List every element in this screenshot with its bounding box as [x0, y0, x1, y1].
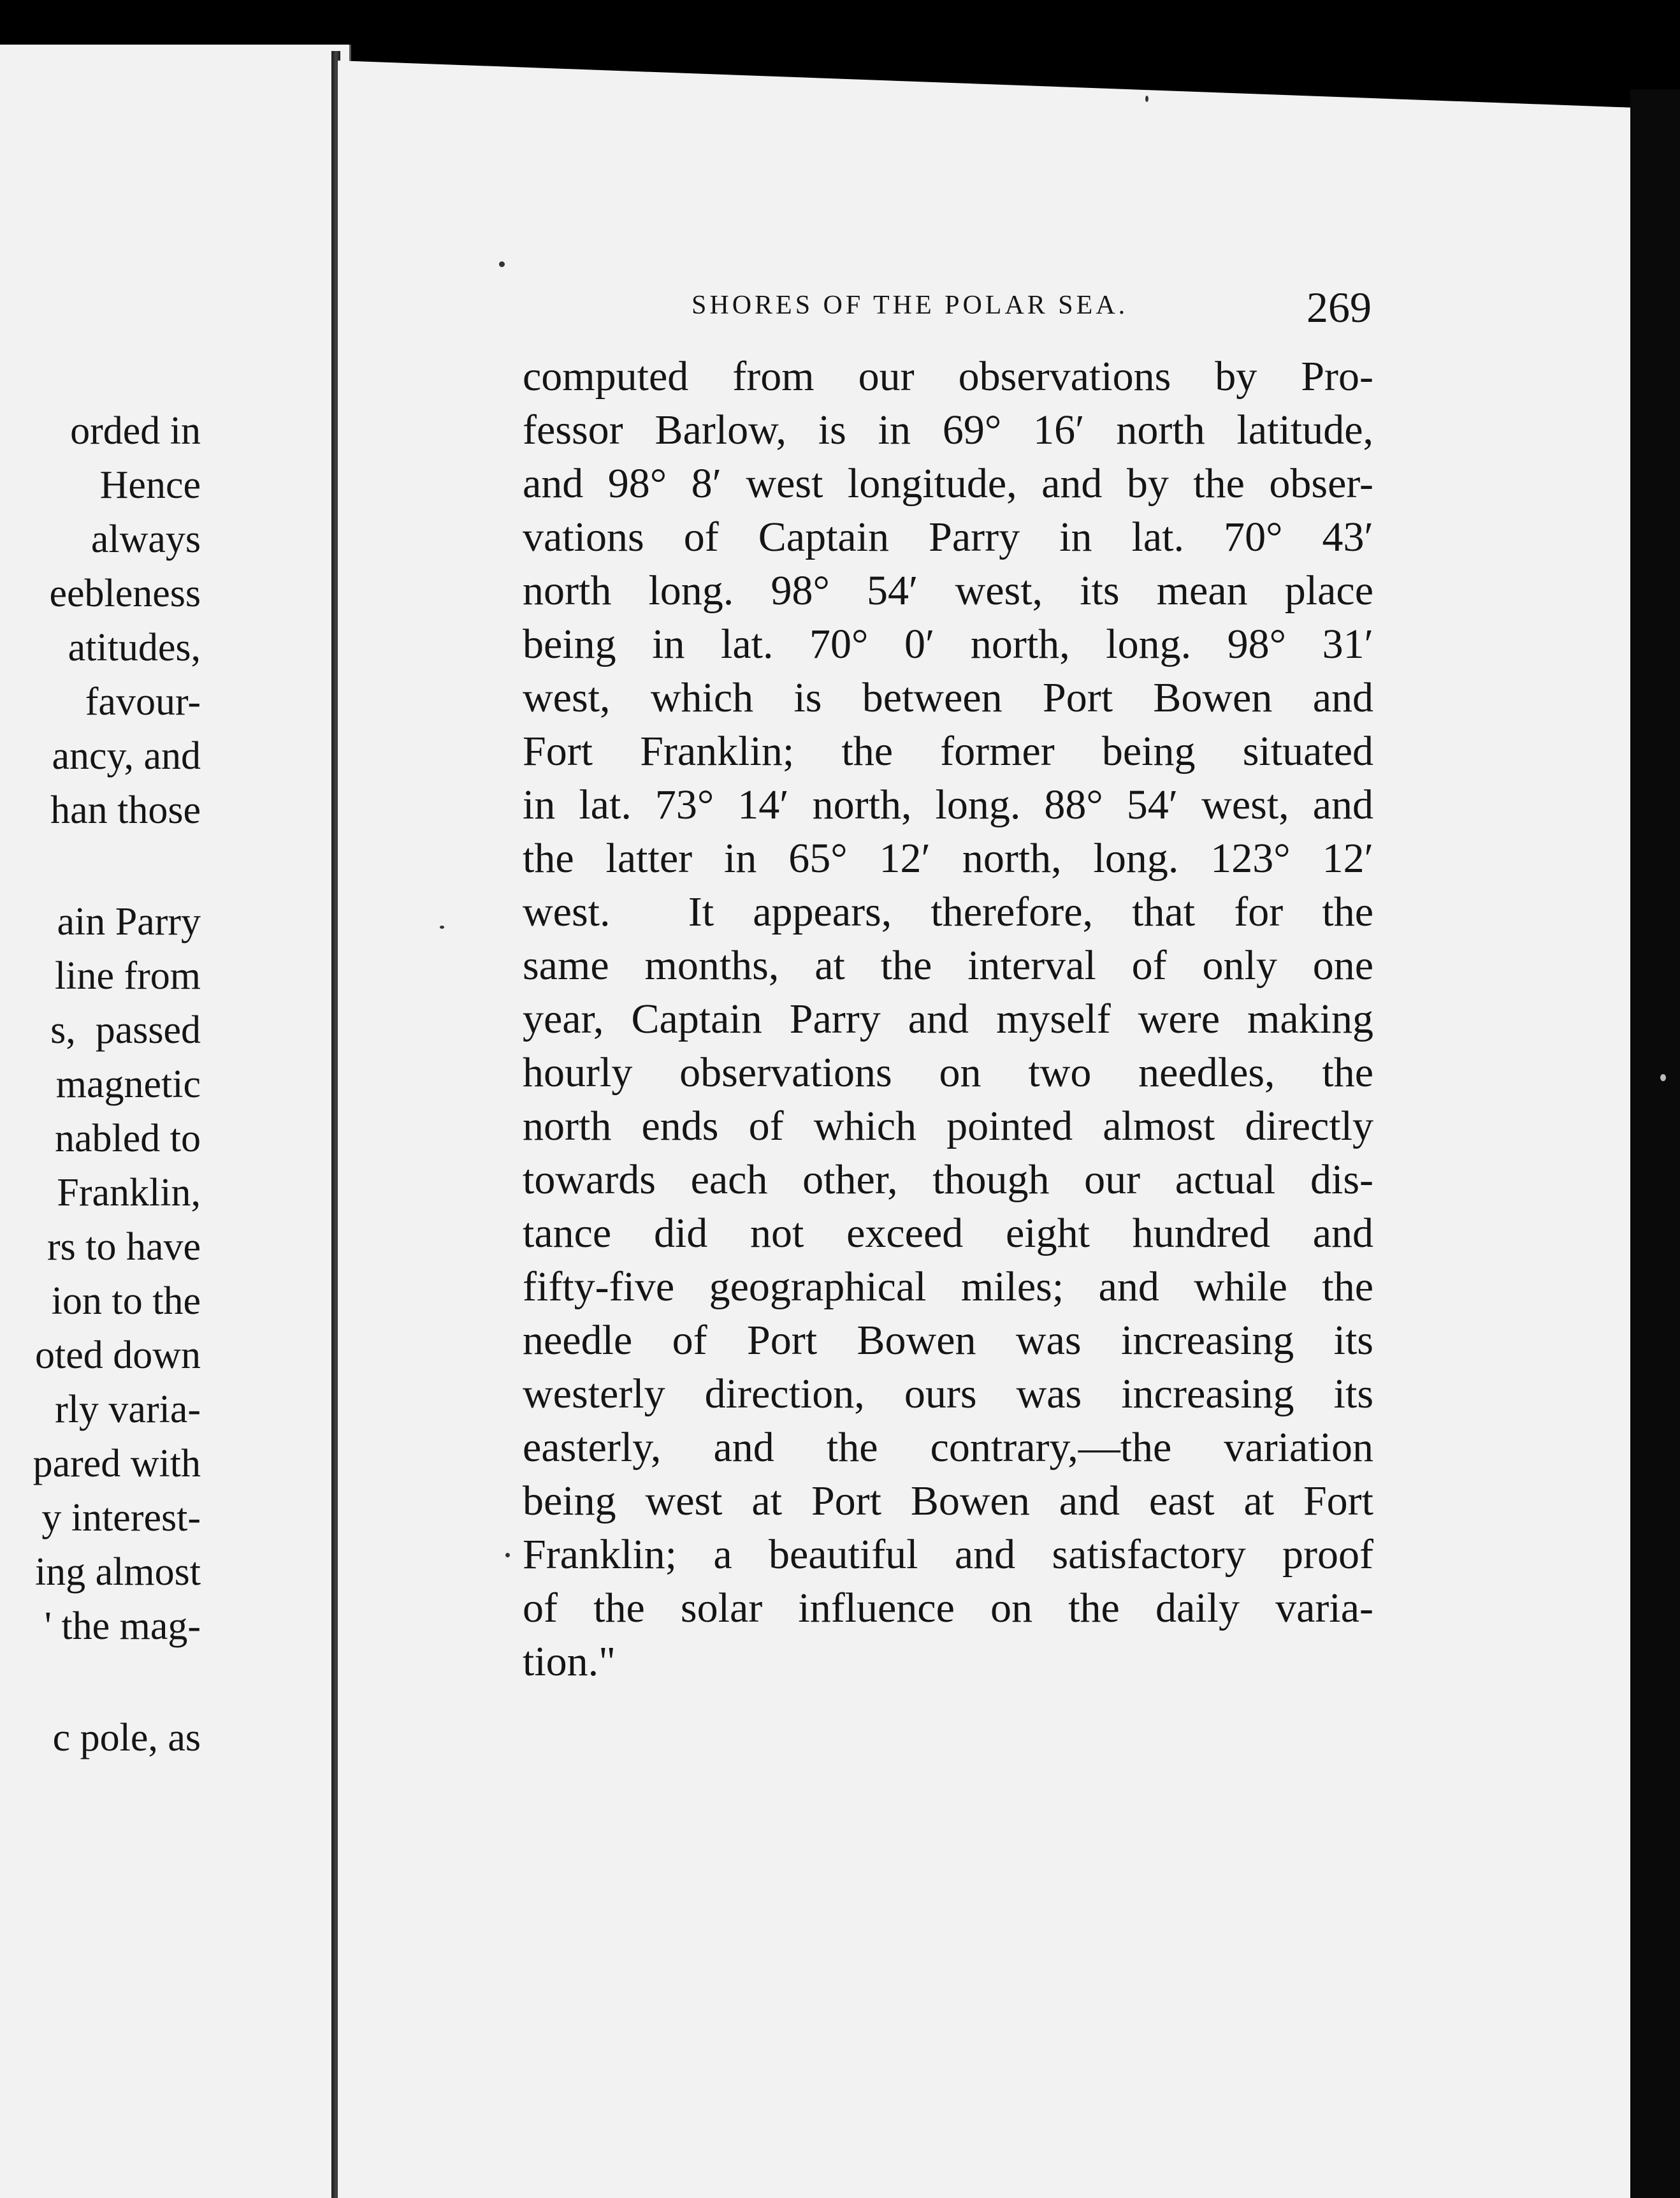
body-line: towards each other, though our actual dis- — [523, 1156, 1373, 1203]
left-line: ain Parry — [57, 900, 201, 943]
body-line: same months, at the interval of only one — [523, 942, 1373, 989]
body-line: being in lat. 70° 0′ north, long. 98° 31′ — [523, 621, 1373, 667]
left-line: atitudes, — [68, 626, 201, 669]
right-page-text — [523, 0, 1373, 2198]
body-line: west. It appears, therefore, that for the — [523, 889, 1373, 935]
body-line: the latter in 65° 12′ north, long. 123° 12′ — [523, 835, 1373, 882]
left-line: rs to have — [47, 1225, 201, 1269]
left-line: s, passed — [50, 1008, 201, 1052]
dust-speck — [1660, 1074, 1666, 1081]
scan-border — [1630, 89, 1680, 2198]
body-line: Franklin; a beautiful and satisfactory proof — [523, 1531, 1373, 1578]
running-header: SHORES OF THE POLAR SEA. — [692, 291, 1129, 320]
dust-speck — [1145, 96, 1148, 102]
left-line: pared with — [33, 1442, 201, 1485]
body-line: easterly, and the contrary,—the variation — [523, 1424, 1373, 1471]
body-line: being west at Port Bowen and east at Fort — [523, 1478, 1373, 1524]
body-line: in lat. 73° 14′ north, long. 88° 54′ west, and — [523, 782, 1373, 828]
body-line: fessor Barlow, is in 69° 16′ north latitude, — [523, 407, 1373, 453]
left-line: han those — [50, 789, 201, 832]
left-line: Hence — [99, 463, 201, 507]
body-line: Fort Franklin; the former being situated — [523, 728, 1373, 775]
body-line: needle of Port Bowen was increasing its — [523, 1317, 1373, 1364]
body-line: vations of Captain Parry in lat. 70° 43′ — [523, 514, 1373, 560]
body-line: north ends of which pointed almost directly — [523, 1103, 1373, 1149]
left-line: y interest- — [41, 1496, 201, 1539]
left-page — [0, 45, 351, 2198]
left-line: ' the mag- — [44, 1605, 201, 1648]
body-line: computed from our observations by Pro- — [523, 353, 1373, 400]
left-line: orded in — [70, 409, 201, 453]
page-number: 269 — [1307, 283, 1372, 331]
dust-speck — [499, 261, 505, 267]
body-line: tion." — [523, 1638, 616, 1685]
left-line: line from — [55, 954, 201, 998]
left-line: oted down — [34, 1334, 201, 1377]
left-line: ancy, and — [52, 734, 201, 778]
body-line: hourly observations on two needles, the — [523, 1049, 1373, 1096]
body-line: fifty-five geographical miles; and while the — [523, 1263, 1373, 1310]
body-line: west, which is between Port Bowen and — [523, 674, 1373, 721]
left-line: favour- — [85, 680, 201, 724]
left-line: rly varia- — [55, 1388, 201, 1431]
dust-speck — [505, 1553, 510, 1557]
left-line: eebleness — [49, 572, 201, 615]
body-line: of the solar influence on the daily varia- — [523, 1585, 1373, 1631]
body-line: north long. 98° 54′ west, its mean place — [523, 567, 1373, 614]
left-line: c pole, as — [52, 1716, 201, 1759]
left-page-text — [0, 45, 201, 2198]
left-line: ion to the — [51, 1279, 201, 1323]
left-line: Franklin, — [57, 1171, 201, 1214]
left-line: nabled to — [55, 1117, 201, 1160]
body-line: westerly direction, ours was increasing its — [523, 1371, 1373, 1417]
left-line: always — [91, 518, 201, 561]
left-line: ing almost — [34, 1550, 201, 1594]
body-line: and 98° 8′ west longitude, and by the obser- — [523, 460, 1373, 507]
left-line: magnetic — [55, 1063, 201, 1106]
body-line: year, Captain Parry and myself were making — [523, 996, 1373, 1042]
body-line: tance did not exceed eight hundred and — [523, 1210, 1373, 1256]
dust-speck — [440, 926, 444, 929]
